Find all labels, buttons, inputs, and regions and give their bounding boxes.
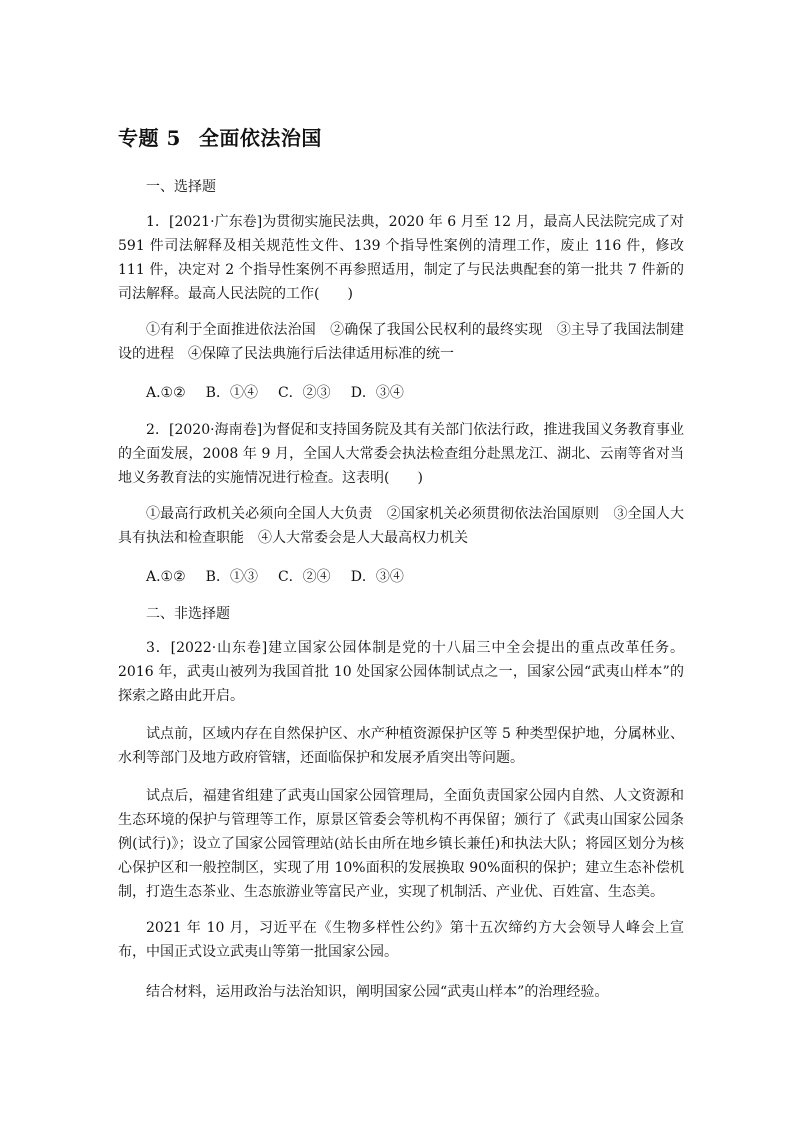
question-2-options (146, 566, 424, 586)
option-a: A.①② (146, 385, 186, 401)
page-title (118, 122, 322, 151)
question-3-paragraph-3: 试点后，福建省组建了武夷山国家公园管理局，全面负责国家公园内自然、人文资源和生态环境的保护与管理等工作，原景区管委会等机构不再保留；颁行了《武夷山国家公园条例(试行)》；设立了国家公园管理站(站长由所在地乡镇长兼任)和执法大队；将园区划分为核心保护区和一般控制区，实现了用 10%面积的发展换取 90%面积的保护；建立生态补偿机制，打造生态茶业、生态旅游业等富民产业，实现了机制活、产业优、百姓富、生态美。 (118, 788, 684, 900)
question-3-paragraph-4: 2021 年 10 月，习近平在《生物多样性公约》第十五次缔约方大会领导人峰会上宣布，中国正式设立武夷山等第一批国家公园。 (118, 920, 684, 960)
section-heading-choice: 一、选择题 (146, 179, 216, 195)
option-c: C．②④ (277, 569, 331, 585)
question-1-options (146, 382, 424, 402)
title-prefix: 专题 5 (118, 126, 181, 150)
option-b: B．①③ (205, 569, 258, 585)
question-3-prompt: 结合材料，运用政治与法治知识，阐明国家公园“武夷山样本”的治理经验。 (146, 984, 609, 1000)
option-c: C．②③ (277, 385, 331, 401)
question-1-stem: 1．[2021·广东卷]为贯彻实施民法典，2020 年 6 月至 12 月，最高人民法院完成了对 591 件司法解释及相关规范性文件、139 个指导性案例的清理工作，废止 116 件，修改 111 件，决定对 2 个指导性案例不再参照适用，制定了与民法典配套的第一批共 7 件新的司法解释。最高人民法院的工作( ) (118, 214, 684, 302)
option-d: D．③④ (350, 385, 404, 401)
question-1-statements: ①有利于全面推进依法治国 ②确保了我国公民权利的最终实现 ③主导了我国法制建设的进程 ④保障了民法典施行后法律适用标准的统一 (118, 322, 684, 362)
option-a: A.①② (146, 569, 186, 585)
title-main: 全面依法治国 (198, 126, 322, 150)
question-3-paragraph-2: 试点前，区域内存在自然保护区、水产种植资源保护区等 5 种类型保护地，分属林业、水利等部门及地方政府管辖，还面临保护和发展矛盾突出等问题。 (118, 726, 684, 766)
option-b: B．①④ (205, 385, 258, 401)
question-2-statements: ①最高行政机关必须向全国人大负责 ②国家机关必须贯彻依法治国原则 ③全国人大具有执法和检查职能 ④人大常委会是人大最高权力机关 (118, 506, 684, 546)
section-heading-nonchoice: 二、非选择题 (146, 606, 230, 622)
question-3-paragraph-1: 3．[2022·山东卷]建立国家公园体制是党的十八届三中全会提出的重点改革任务。2016 年，武夷山被列为我国首批 10 处国家公园体制试点之一，国家公园“武夷山样本”的探索之路由此开启。 (118, 640, 684, 704)
question-2-stem: 2．[2020·海南卷]为督促和支持国务院及其有关部门依法行政，推进我国义务教育事业的全面发展，2008 年 9 月，全国人大常委会执法检查组分赴黑龙江、湖北、云南等省对当地义务教育法的实施情况进行检查。这表明( ) (118, 422, 684, 486)
option-d: D．③④ (350, 569, 404, 585)
